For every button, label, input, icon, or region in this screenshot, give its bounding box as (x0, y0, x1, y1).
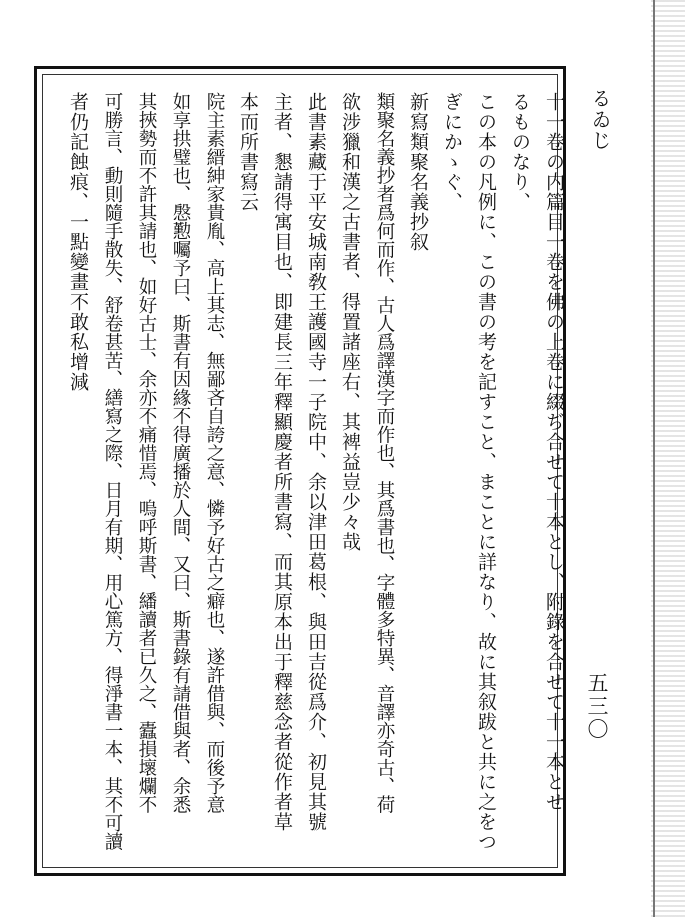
text-line: 者仍記蝕痕、一點變畫不敢私增減 (67, 92, 89, 392)
text-line: 類聚名義抄者爲何而作、古人爲譯漢字而作也、其爲書也、字體多特異、音譯亦奇古、荷 (374, 92, 395, 814)
text-line: 如享拱璧也、慇懃囑予曰、斯書有因緣不得廣播於人間、又曰、斯書錄有請借與者、余悉 (170, 92, 191, 814)
page-fold-line (653, 0, 655, 917)
text-line: 可勝言、動則隨手散失、舒卷甚苦、繕寫之際、日月有期、用心篤方、得淨書一本、其不可讀 (102, 92, 123, 851)
running-head: るゐじ (588, 88, 612, 151)
text-line: ぎにかゝぐ、 (441, 92, 463, 212)
text-line: 院主素縉紳家貴胤、高上其志、無鄙吝自誇之意、憐予好古之癖也、遂許借與、而後予意 (204, 92, 225, 814)
text-line: 此書素藏于平安城南敎王護國寺一子院中、余以津田葛根、與田吉從爲介、初見其號 (305, 92, 327, 832)
adjacent-page-edge (651, 0, 685, 917)
text-line: 其挾勢而不許其請也、如好古士、余亦不痛惜焉、嗚呼斯書、繙讀者已久之、蠹損壞爛不 (136, 92, 157, 814)
text-line: 欲涉獵和漢之古書者、得置諸座右、其裨益豈少々哉 (339, 92, 361, 552)
section-title: 新寫類聚名義抄叙 (407, 92, 429, 252)
text-line: 本而所書寫云 (237, 92, 259, 212)
text-line: この本の凡例に、この書の考を記すこと、まことに詳なり、故に其叙跋と共に之をつ (475, 92, 497, 852)
text-line: るものなり、 (509, 92, 531, 212)
text-line: 主者、懇請得寓目也、即建長三年釋顯慶者所書寫、而其原本出于釋慈念者從作者草 (271, 92, 293, 832)
page-number: 五三〇 (585, 672, 609, 741)
text-line: 十一卷の内篇目一卷を佛の上卷に綴ぢ合せて十本とし、附錄を合せて十一本とせ (543, 92, 565, 812)
